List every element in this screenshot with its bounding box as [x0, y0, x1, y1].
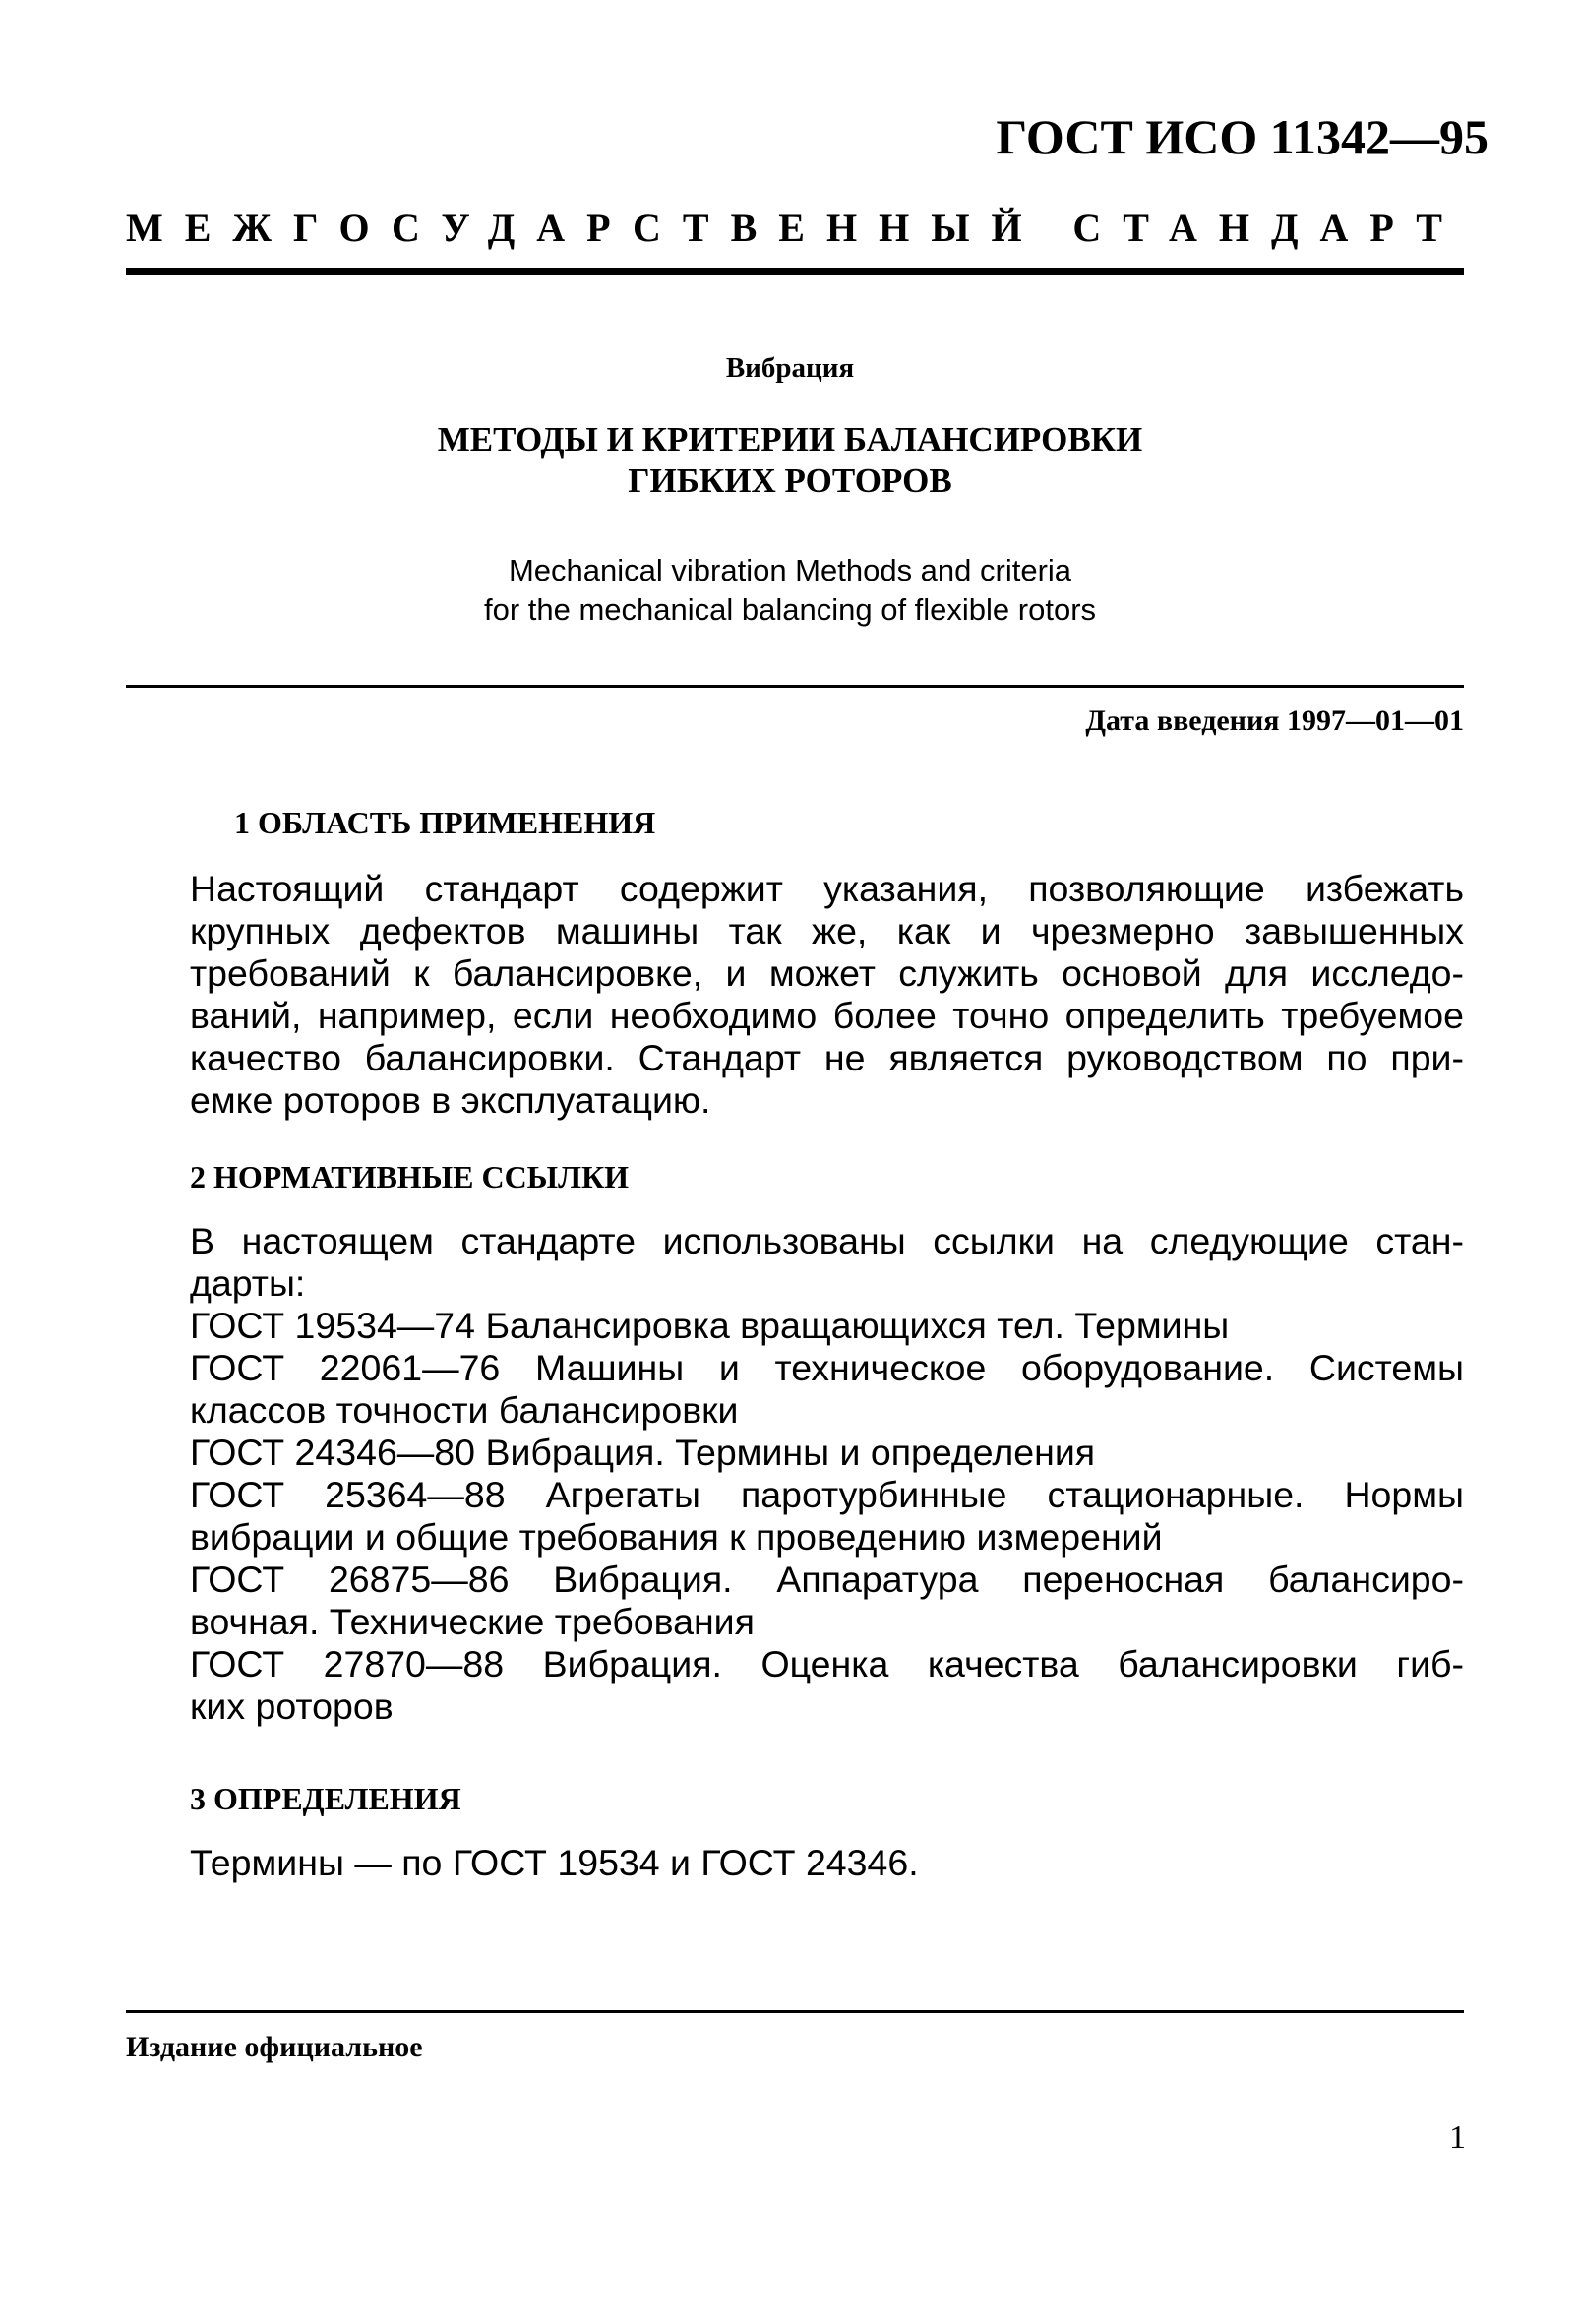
subject-heading: Вибрация	[725, 352, 855, 384]
section-heading-references: 2 НОРМАТИВНЫЕ ССЫЛКИ	[190, 1159, 630, 1194]
text-line: Настоящий стандарт содержит указания, позволяющие избежать	[190, 868, 1464, 909]
title-line: МЕТОДЫ И КРИТЕРИИ БАЛАНСИРОВКИ	[437, 420, 1143, 459]
introduction-date: Дата введения 1997—01—01	[1085, 704, 1464, 737]
scope-paragraph	[190, 868, 1464, 1122]
page-number: 1	[1449, 2119, 1466, 2156]
section-heading-definitions: 3 ОПРЕДЕЛЕНИЯ	[190, 1781, 461, 1816]
reference-item-continuation: классов точности балансировки	[190, 1389, 739, 1431]
header-divider	[126, 268, 1464, 275]
section-heading-scope: 1 ОБЛАСТЬ ПРИМЕНЕНИЯ	[234, 805, 656, 840]
text-line: требований к балансировке, и может служить основой для исследо-	[190, 952, 1464, 994]
definitions-paragraph: Термины — по ГОСТ 19534 и ГОСТ 24346.	[190, 1842, 919, 1883]
english-title-line: for the mechanical balancing of flexible rotors	[483, 592, 1097, 627]
reference-item-continuation: вибрации и общие требования к проведению измерений	[190, 1516, 1163, 1558]
reference-item: ГОСТ 19534—74 Балансировка вращающихся тел. Термины	[190, 1305, 1230, 1346]
text-line: крупных дефектов машины так же, как и чрезмерно завышенных	[190, 910, 1464, 951]
reference-item: ГОСТ 26875—86 Вибрация. Аппаратура переносная балансиро-	[190, 1559, 1464, 1600]
document-title	[0, 419, 1580, 502]
text-line: В настоящем стандарте использованы ссылки на следующие стан-	[190, 1220, 1464, 1261]
reference-item-continuation: вочная. Технические требования	[190, 1601, 755, 1642]
english-title	[0, 551, 1580, 630]
standard-type-banner	[126, 205, 1464, 251]
publication-note: Издание официальное	[126, 2031, 423, 2063]
footer-divider	[126, 2010, 1464, 2013]
text-line: качество балансировки. Стандарт не является руководством по при-	[190, 1037, 1464, 1078]
references-list	[190, 1220, 1464, 1728]
title-divider	[126, 685, 1464, 688]
reference-item: ГОСТ 22061—76 Машины и техническое оборудование. Системы	[190, 1347, 1464, 1388]
document-number: ГОСТ ИСО 11342—95	[996, 109, 1489, 164]
reference-item: ГОСТ 27870—88 Вибрация. Оценка качества балансировки гиб-	[190, 1643, 1464, 1684]
reference-item-continuation: ких роторов	[190, 1685, 394, 1727]
letter-spaced-word: СТАНДАРТ	[1072, 206, 1464, 250]
reference-item: ГОСТ 24346—80 Вибрация. Термины и определения	[190, 1432, 1096, 1473]
letter-spaced-word: МЕЖГОСУДАРСТВЕННЫЙ	[126, 206, 1044, 250]
text-line: дарты:	[190, 1262, 306, 1304]
text-line: ваний, например, если необходимо более точно определить требуемое	[190, 995, 1464, 1036]
title-line: ГИБКИХ РОТОРОВ	[628, 461, 952, 500]
english-title-line: Mechanical vibration Methods and criteria	[508, 553, 1072, 587]
text-line: емке роторов в эксплуатацию.	[190, 1079, 711, 1121]
reference-item: ГОСТ 25364—88 Агрегаты паротурбинные стационарные. Нормы	[190, 1474, 1464, 1515]
